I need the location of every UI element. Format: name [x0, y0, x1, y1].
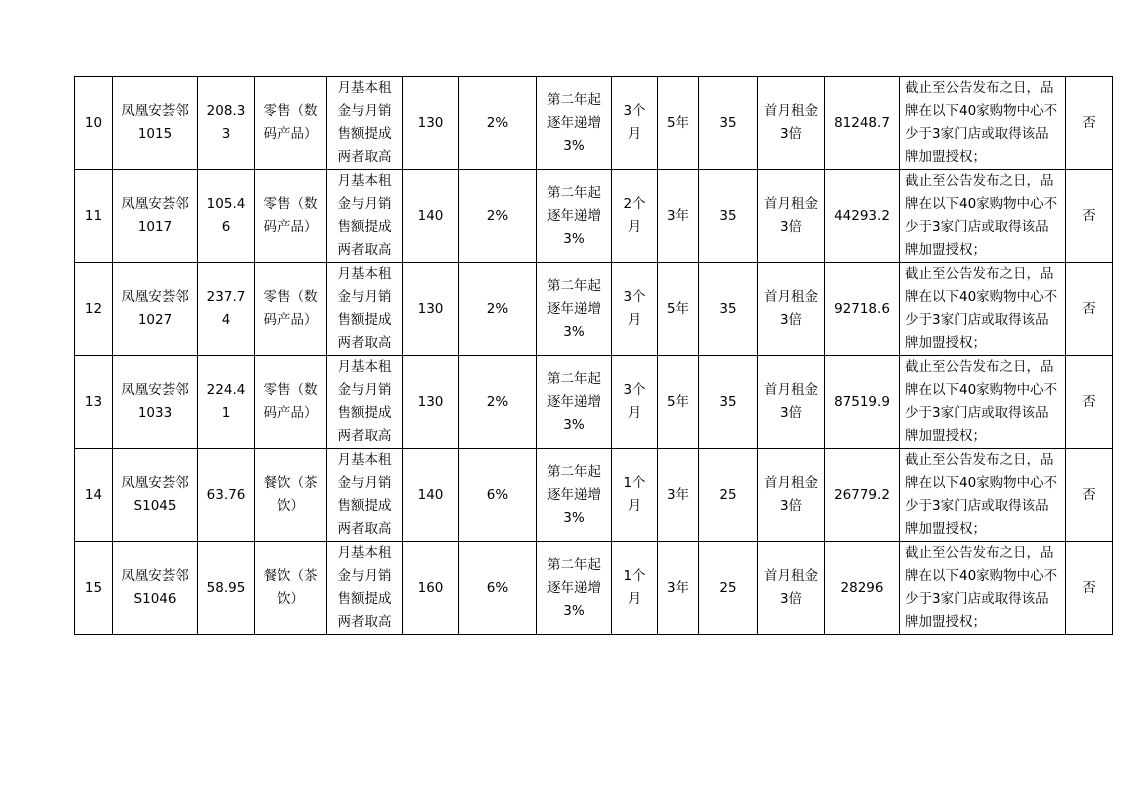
- format-cell: 零售（数码产品）: [255, 356, 327, 449]
- free-period-cell: 3个月: [612, 77, 658, 170]
- requirement-cell: 截止至公告发布之日，品牌在以下40家购物中心不少于3家门店或取得该品牌加盟授权；: [900, 170, 1066, 263]
- format-cell: 零售（数码产品）: [255, 263, 327, 356]
- rent-mode-cell: 月基本租金与月销售额提成两者取高: [327, 449, 403, 542]
- rent-mode-cell: 月基本租金与月销售额提成两者取高: [327, 170, 403, 263]
- fee-cell: 25: [699, 542, 758, 635]
- commission-cell: 2%: [459, 77, 537, 170]
- format-cell: 零售（数码产品）: [255, 77, 327, 170]
- free-period-cell: 1个月: [612, 542, 658, 635]
- total-cell: 92718.6: [825, 263, 900, 356]
- deposit-cell: 首月租金3倍: [758, 170, 825, 263]
- base-rent-cell: 140: [403, 170, 459, 263]
- base-rent-cell: 160: [403, 542, 459, 635]
- table-row: [75, 356, 1113, 449]
- table-row: [75, 449, 1113, 542]
- requirement-cell: 截止至公告发布之日，品牌在以下40家购物中心不少于3家门店或取得该品牌加盟授权；: [900, 449, 1066, 542]
- requirement-cell: 截止至公告发布之日，品牌在以下40家购物中心不少于3家门店或取得该品牌加盟授权；: [900, 356, 1066, 449]
- rent-mode-cell: 月基本租金与月销售额提成两者取高: [327, 542, 403, 635]
- flag-cell: 否: [1066, 263, 1113, 356]
- area-cell: 208.33: [198, 77, 255, 170]
- term-cell: 5年: [658, 77, 699, 170]
- commission-cell: 2%: [459, 263, 537, 356]
- term-cell: 5年: [658, 263, 699, 356]
- deposit-cell: 首月租金3倍: [758, 263, 825, 356]
- format-cell: 零售（数码产品）: [255, 170, 327, 263]
- base-rent-cell: 130: [403, 77, 459, 170]
- flag-cell: 否: [1066, 542, 1113, 635]
- format-cell: 餐饮（茶饮）: [255, 542, 327, 635]
- fee-cell: 25: [699, 449, 758, 542]
- row-number-cell: 15: [75, 542, 113, 635]
- area-cell: 105.46: [198, 170, 255, 263]
- flag-cell: 否: [1066, 356, 1113, 449]
- total-cell: 81248.7: [825, 77, 900, 170]
- table-body: [75, 77, 1113, 635]
- increase-cell: 第二年起逐年递增3%: [537, 263, 612, 356]
- term-cell: 3年: [658, 542, 699, 635]
- row-number-cell: 11: [75, 170, 113, 263]
- free-period-cell: 3个月: [612, 356, 658, 449]
- unit-cell: 凤凰安荟邻S1045: [113, 449, 198, 542]
- rent-mode-cell: 月基本租金与月销售额提成两者取高: [327, 263, 403, 356]
- commission-cell: 6%: [459, 542, 537, 635]
- unit-cell: 凤凰安荟邻1033: [113, 356, 198, 449]
- requirement-cell: 截止至公告发布之日，品牌在以下40家购物中心不少于3家门店或取得该品牌加盟授权；: [900, 77, 1066, 170]
- area-cell: 237.74: [198, 263, 255, 356]
- unit-cell: 凤凰安荟邻S1046: [113, 542, 198, 635]
- table-row: [75, 263, 1113, 356]
- unit-cell: 凤凰安荟邻1027: [113, 263, 198, 356]
- total-cell: 87519.9: [825, 356, 900, 449]
- unit-cell: 凤凰安荟邻1017: [113, 170, 198, 263]
- fee-cell: 35: [699, 356, 758, 449]
- row-number-cell: 10: [75, 77, 113, 170]
- rent-mode-cell: 月基本租金与月销售额提成两者取高: [327, 356, 403, 449]
- term-cell: 3年: [658, 170, 699, 263]
- free-period-cell: 3个月: [612, 263, 658, 356]
- commission-cell: 2%: [459, 356, 537, 449]
- deposit-cell: 首月租金3倍: [758, 449, 825, 542]
- total-cell: 44293.2: [825, 170, 900, 263]
- increase-cell: 第二年起逐年递增3%: [537, 449, 612, 542]
- fee-cell: 35: [699, 263, 758, 356]
- increase-cell: 第二年起逐年递增3%: [537, 356, 612, 449]
- unit-cell: 凤凰安荟邻1015: [113, 77, 198, 170]
- table-row: [75, 170, 1113, 263]
- fee-cell: 35: [699, 170, 758, 263]
- row-number-cell: 12: [75, 263, 113, 356]
- flag-cell: 否: [1066, 170, 1113, 263]
- increase-cell: 第二年起逐年递增3%: [537, 77, 612, 170]
- commission-cell: 6%: [459, 449, 537, 542]
- total-cell: 28296: [825, 542, 900, 635]
- area-cell: 63.76: [198, 449, 255, 542]
- table-row: [75, 542, 1113, 635]
- deposit-cell: 首月租金3倍: [758, 77, 825, 170]
- area-cell: 224.41: [198, 356, 255, 449]
- base-rent-cell: 130: [403, 356, 459, 449]
- area-cell: 58.95: [198, 542, 255, 635]
- increase-cell: 第二年起逐年递增3%: [537, 170, 612, 263]
- base-rent-cell: 140: [403, 449, 459, 542]
- term-cell: 5年: [658, 356, 699, 449]
- free-period-cell: 1个月: [612, 449, 658, 542]
- deposit-cell: 首月租金3倍: [758, 542, 825, 635]
- deposit-cell: 首月租金3倍: [758, 356, 825, 449]
- commission-cell: 2%: [459, 170, 537, 263]
- requirement-cell: 截止至公告发布之日，品牌在以下40家购物中心不少于3家门店或取得该品牌加盟授权；: [900, 542, 1066, 635]
- requirement-cell: 截止至公告发布之日，品牌在以下40家购物中心不少于3家门店或取得该品牌加盟授权；: [900, 263, 1066, 356]
- lease-table: [74, 76, 1113, 635]
- row-number-cell: 14: [75, 449, 113, 542]
- format-cell: 餐饮（茶饮）: [255, 449, 327, 542]
- increase-cell: 第二年起逐年递增3%: [537, 542, 612, 635]
- rent-mode-cell: 月基本租金与月销售额提成两者取高: [327, 77, 403, 170]
- table-row: [75, 77, 1113, 170]
- flag-cell: 否: [1066, 77, 1113, 170]
- free-period-cell: 2个月: [612, 170, 658, 263]
- flag-cell: 否: [1066, 449, 1113, 542]
- term-cell: 3年: [658, 449, 699, 542]
- base-rent-cell: 130: [403, 263, 459, 356]
- row-number-cell: 13: [75, 356, 113, 449]
- total-cell: 26779.2: [825, 449, 900, 542]
- fee-cell: 35: [699, 77, 758, 170]
